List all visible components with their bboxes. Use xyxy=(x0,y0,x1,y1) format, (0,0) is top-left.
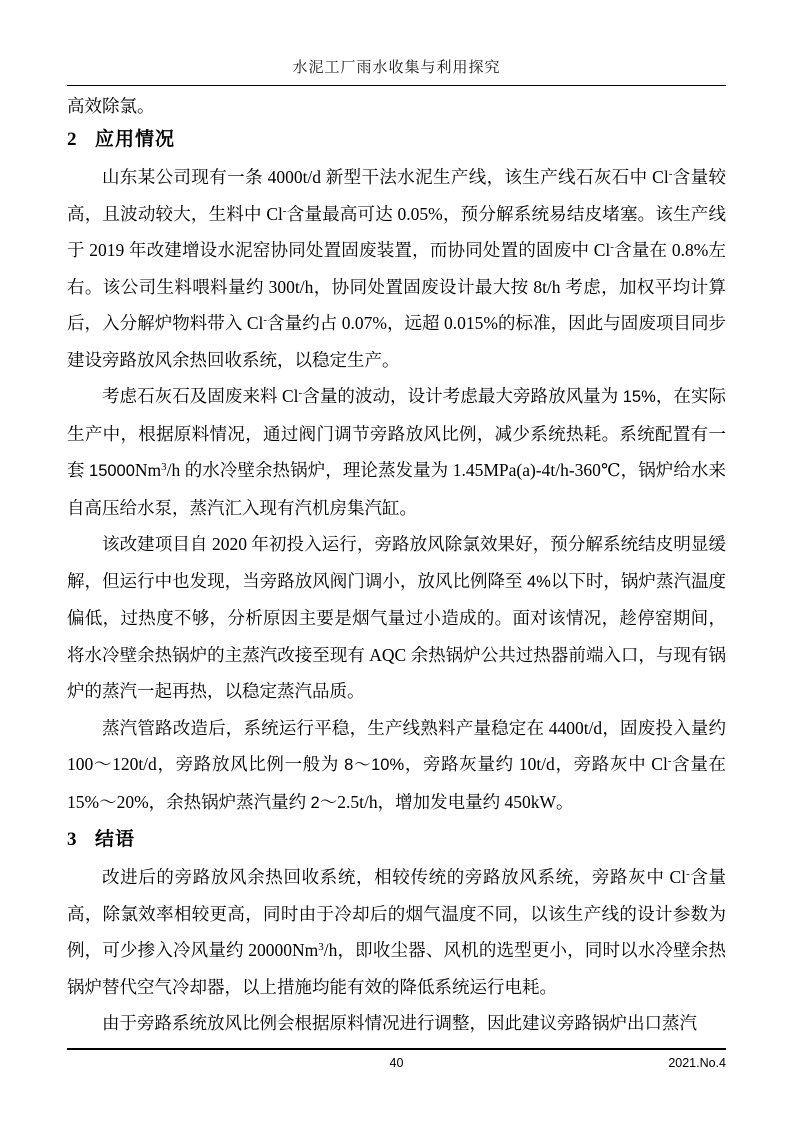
page-footer xyxy=(67,1048,726,1071)
paragraph-continuation: 高效除氯。 xyxy=(67,96,155,116)
footer-row xyxy=(67,1055,726,1071)
section-number: 3 xyxy=(67,829,77,850)
section-heading-application xyxy=(67,125,726,155)
paragraph: 该改建项目自 2020 年初投入运行，旁路放风除氯效果好，预分解系统结皮明显缓解，但运行中也发现，当旁路放风阀门调小，放风比例降至 4%以下时，锅炉蒸汽温度偏低，过热度不够，分析原因主要是烟气量过小造成的。面对该情况，趁停窑期间，将水冷壁余热锅炉的主蒸汽改接至现有 AQC 余热锅炉公共过热器前端入口，与现有锅炉的蒸汽一起再热，以稳定蒸汽品质。 xyxy=(67,534,727,701)
paragraph: 山东某公司现有一条 4000t/d 新型干法水泥生产线，该生产线石灰石中 Cl-含量较高，且波动较大，生料中 Cl-含量最高可达 0.05%，预分解系统易结皮堵塞。该生产线于 2019 年改建增设水泥窑协同处置固废装置，而协同处置的固废中 Cl-含量在 0.8%左右。该公司生料喂料量约 300t/h，协同处置固废设计最大按 8t/h 考虑，加权平均计算后，入分解炉物料带入 Cl-含量约占 0.07%，远超 0.015%的标准，因此与固废项目同步建设旁路放风余热回收系统，以稳定生产。 xyxy=(67,167,726,370)
section-title: 结语 xyxy=(95,829,136,850)
section-number: 2 xyxy=(67,129,77,150)
paragraph: 考虑石灰石及固废来料 Cl-含量的波动，设计考虑最大旁路放风量为 15%，在实际生产中，根据原料情况，通过阀门调节旁路放风比例，减少系统热耗。系统配置有一套 15000Nm$^3$/h 的水冷壁余热锅炉，理论蒸发量为 1.45MPa(a)-4t/h-360℃，锅炉给水来自高压给水泵，蒸汽汇入现有汽机房集汽缸。 xyxy=(67,386,727,518)
paragraph: 蒸汽管路改造后，系统运行平稳，生产线熟料产量稳定在 4400t/d，固废投入量约 100～120t/d，旁路放风比例一般为 8～10%，旁路灰量约 10t/d，旁路灰中 Cl-含量在 15%～20%，余热锅炉蒸汽量约 2～2.5t/h，增加发电量约 450kW。 xyxy=(67,717,727,812)
paragraph: 由于旁路系统放风比例会根据原料情况进行调整，因此建议旁路锅炉出口蒸汽 xyxy=(102,1013,697,1033)
issue-label: 2021.No.4 xyxy=(668,1056,726,1070)
article-body xyxy=(67,91,726,1042)
footer-rule xyxy=(67,1048,726,1050)
page-number: 40 xyxy=(389,1056,404,1070)
header-rule xyxy=(67,85,726,86)
section-heading-conclusion xyxy=(67,825,726,855)
running-header-title: 水泥工厂雨水收集与利用探究 xyxy=(292,60,501,76)
paragraph: 改进后的旁路放风余热回收系统，相较传统的旁路放风系统，旁路灰中 Cl-含量高，除氯效率相较更高，同时由于冷却后的烟气温度不同，以该生产线的设计参数为例，可少掺入冷风量约 20000Nm$^3$/h，即收尘器、风机的选型更小，同时以水冷壁余热锅炉替代空气冷却器，以上措施均能有效的降低系统运行电耗。 xyxy=(67,867,726,997)
page-header xyxy=(67,57,726,86)
section-title: 应用情况 xyxy=(95,129,176,150)
